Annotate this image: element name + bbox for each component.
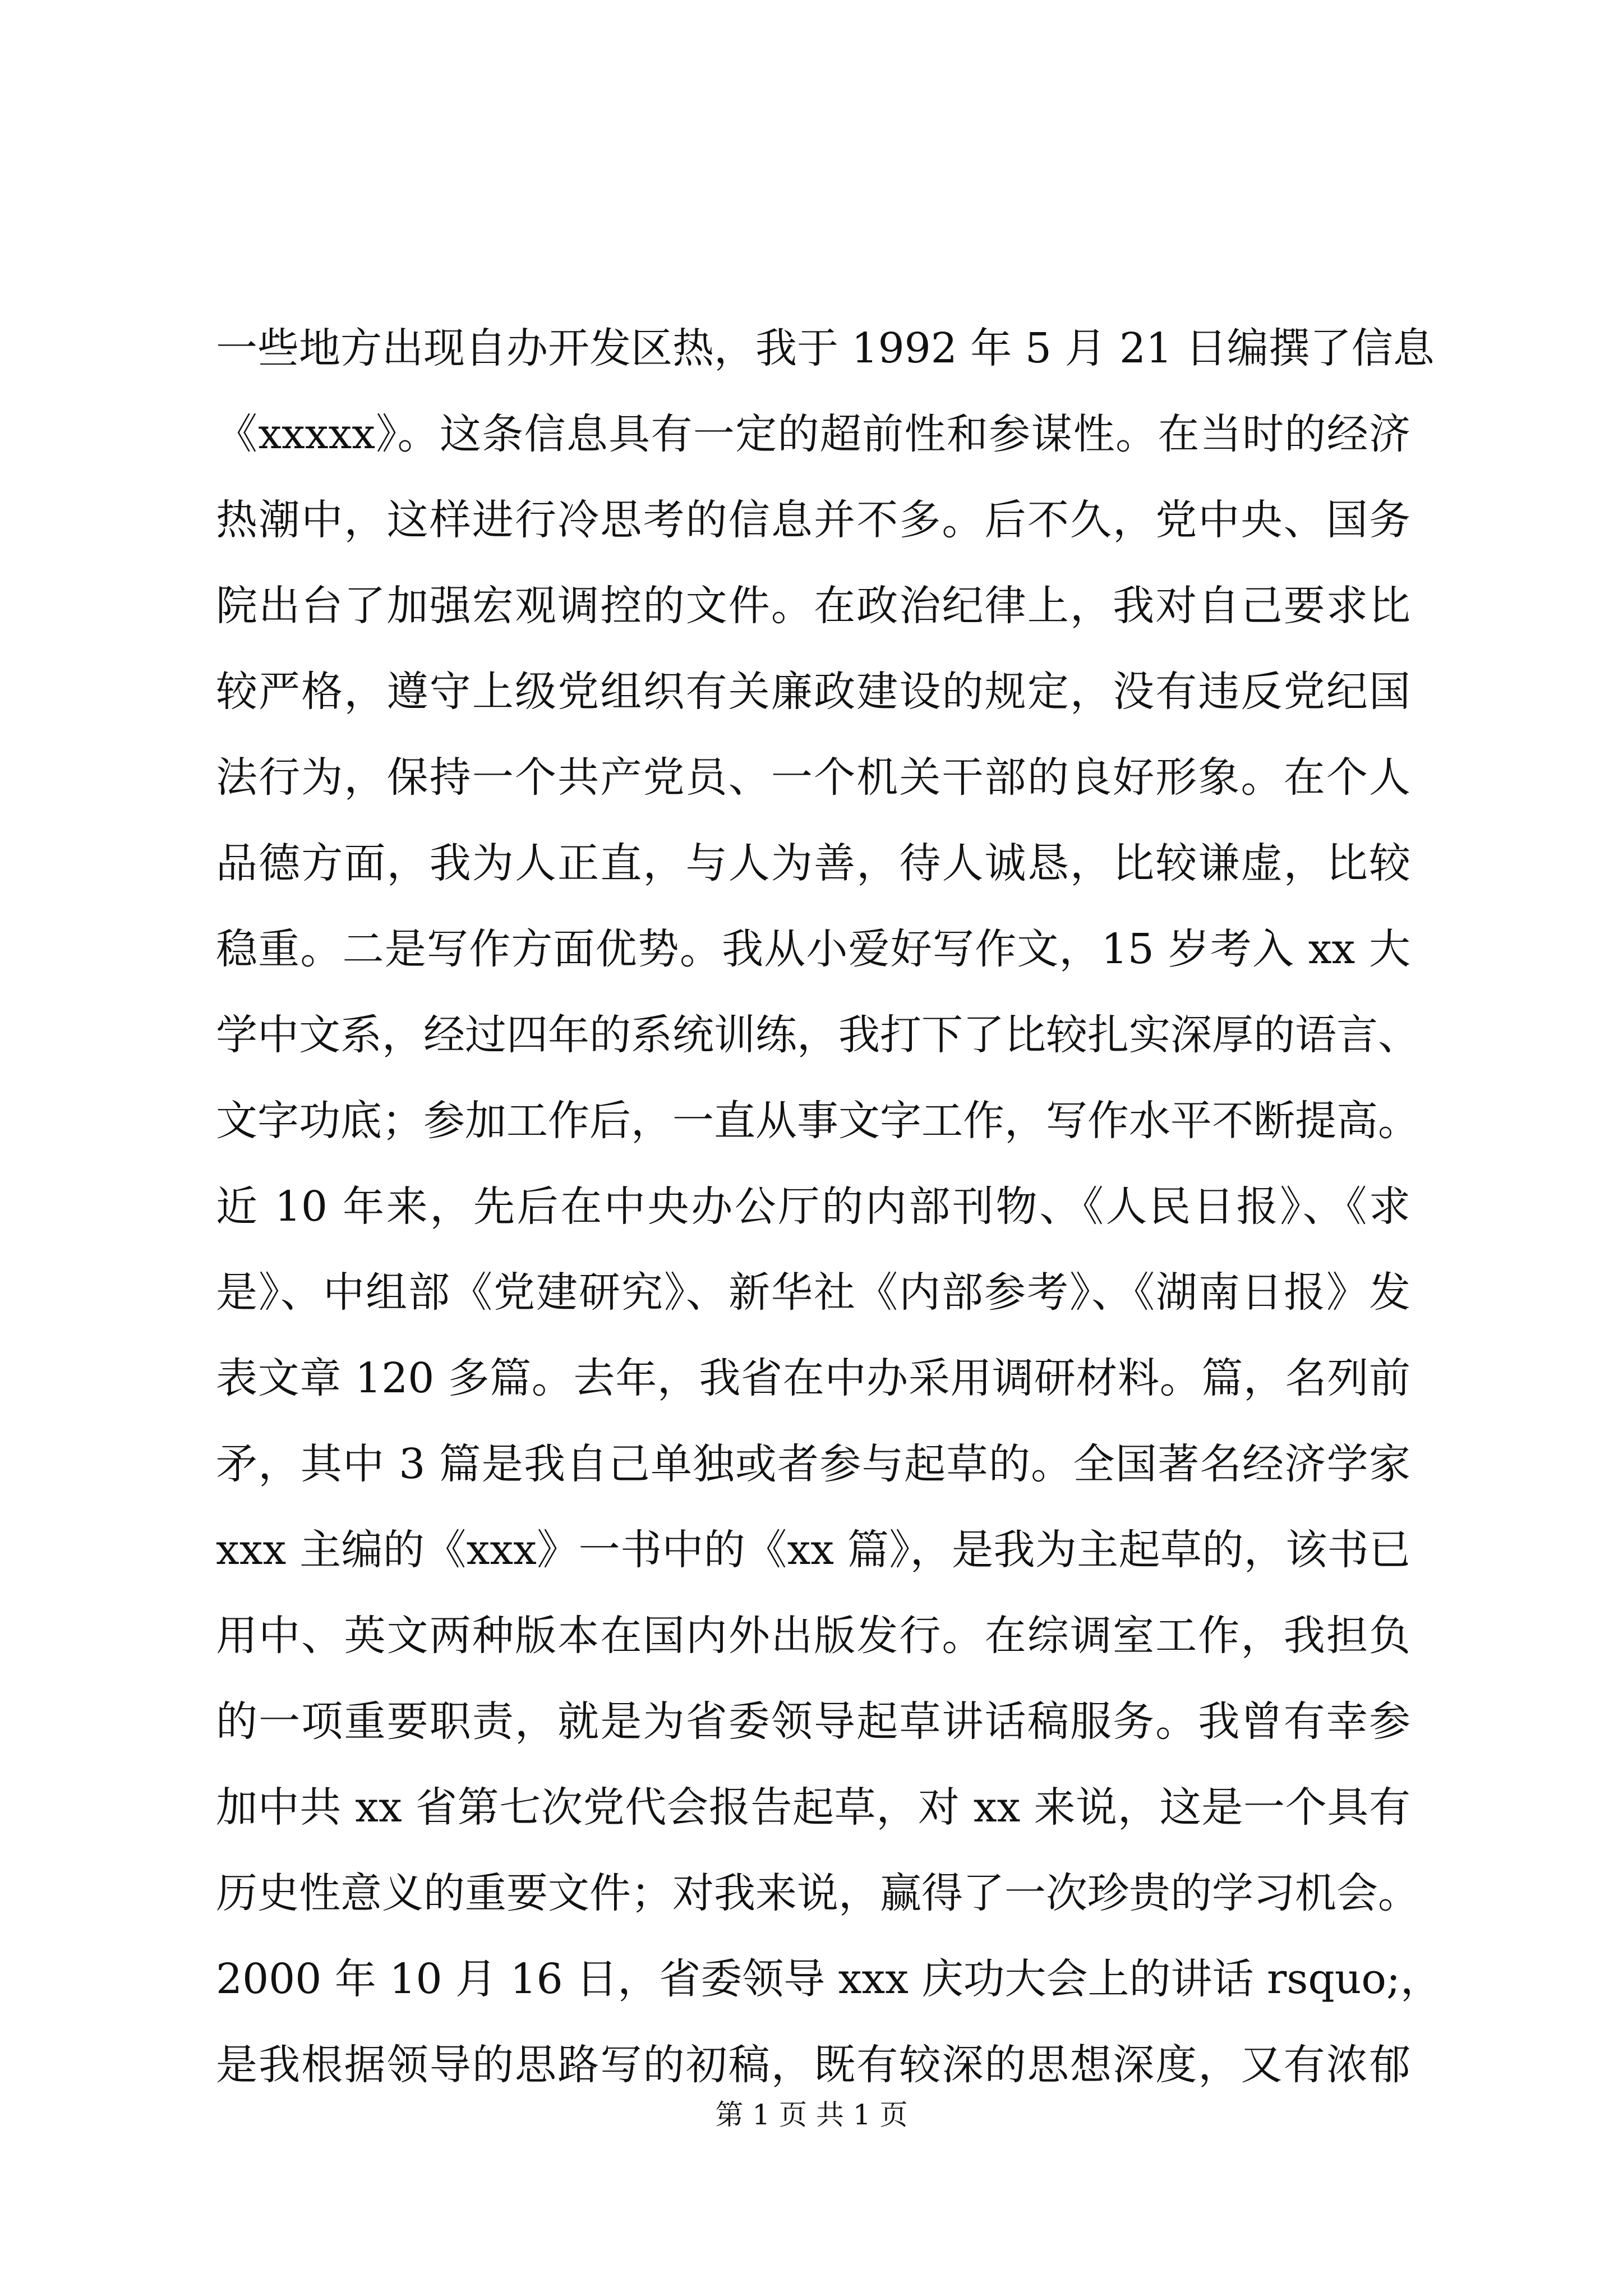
- body-paragraph: [216, 306, 1442, 2108]
- text-line: 矛，其中 3 篇是我自己单独或者参与起草的。全国著名经济学家: [216, 1440, 1410, 1488]
- text-line: xxx 主编的《xxx》一书中的《xx 篇》，是我为主起草的，该书已: [216, 1526, 1410, 1574]
- text-line: 是我根据领导的思路写的初稿，既有较深的思想深度，又有浓郁: [216, 2041, 1410, 2089]
- text-line: 表文章 120 多篇。去年，我省在中办采用调研材料。篇，名列前: [216, 1354, 1410, 1402]
- text-line: 的一项重要职责，就是为省委领导起草讲话稿服务。我曾有幸参: [216, 1697, 1410, 1746]
- text-line: 近 10 年来，先后在中央办公厅的内部刊物、《人民日报》、《求: [216, 1182, 1410, 1231]
- text-line: 历史性意义的重要文件；对我来说，赢得了一次珍贵的学习机会。: [216, 1869, 1419, 1917]
- text-line: 用中、英文两种版本在国内外出版发行。在综调室工作，我担负: [216, 1612, 1410, 1660]
- text-line: 品德方面，我为人正直，与人为善，待人诚恳，比较谦虚，比较: [216, 839, 1410, 887]
- text-line: 法行为，保持一个共产党员、一个机关干部的良好形象。在个人: [216, 753, 1410, 802]
- text-line: 热潮中，这样进行冷思考的信息并不多。后不久，党中央、国务: [216, 496, 1410, 544]
- text-line: 文字功底；参加工作后，一直从事文字工作，写作水平不断提高。: [216, 1097, 1419, 1145]
- text-line: 稳重。二是写作方面优势。我从小爱好写作文，15 岁考入 xx 大: [216, 925, 1410, 973]
- text-line: 较严格，遵守上级党组织有关廉政建设的规定，没有违反党纪国: [216, 668, 1410, 716]
- text-line: 一些地方出现自办开发区热，我于 1992 年 5 月 21 日编撰了信息: [216, 324, 1435, 372]
- text-line: 加中共 xx 省第七次党代会报告起草，对 xx 来说，这是一个具有: [216, 1783, 1410, 1832]
- text-line: 是》、中组部《党建研究》、新华社《内部参考》、《湖南日报》发: [216, 1268, 1410, 1317]
- text-line: 学中文系，经过四年的系统训练，我打下了比较扎实深厚的语言、: [216, 1011, 1419, 1059]
- text-line: 2000 年 10 月 16 日，省委领导 xxx 庆功大会上的讲话 rsquo;，: [216, 1955, 1442, 2003]
- text-line: 《xxxxx》。这条信息具有一定的超前性和参谋性。在当时的经济: [216, 410, 1410, 458]
- text-line: 院出台了加强宏观调控的文件。在政治纪律上，我对自己要求比: [216, 582, 1410, 630]
- page-footer: 第 1 页 共 1 页: [715, 2099, 908, 2131]
